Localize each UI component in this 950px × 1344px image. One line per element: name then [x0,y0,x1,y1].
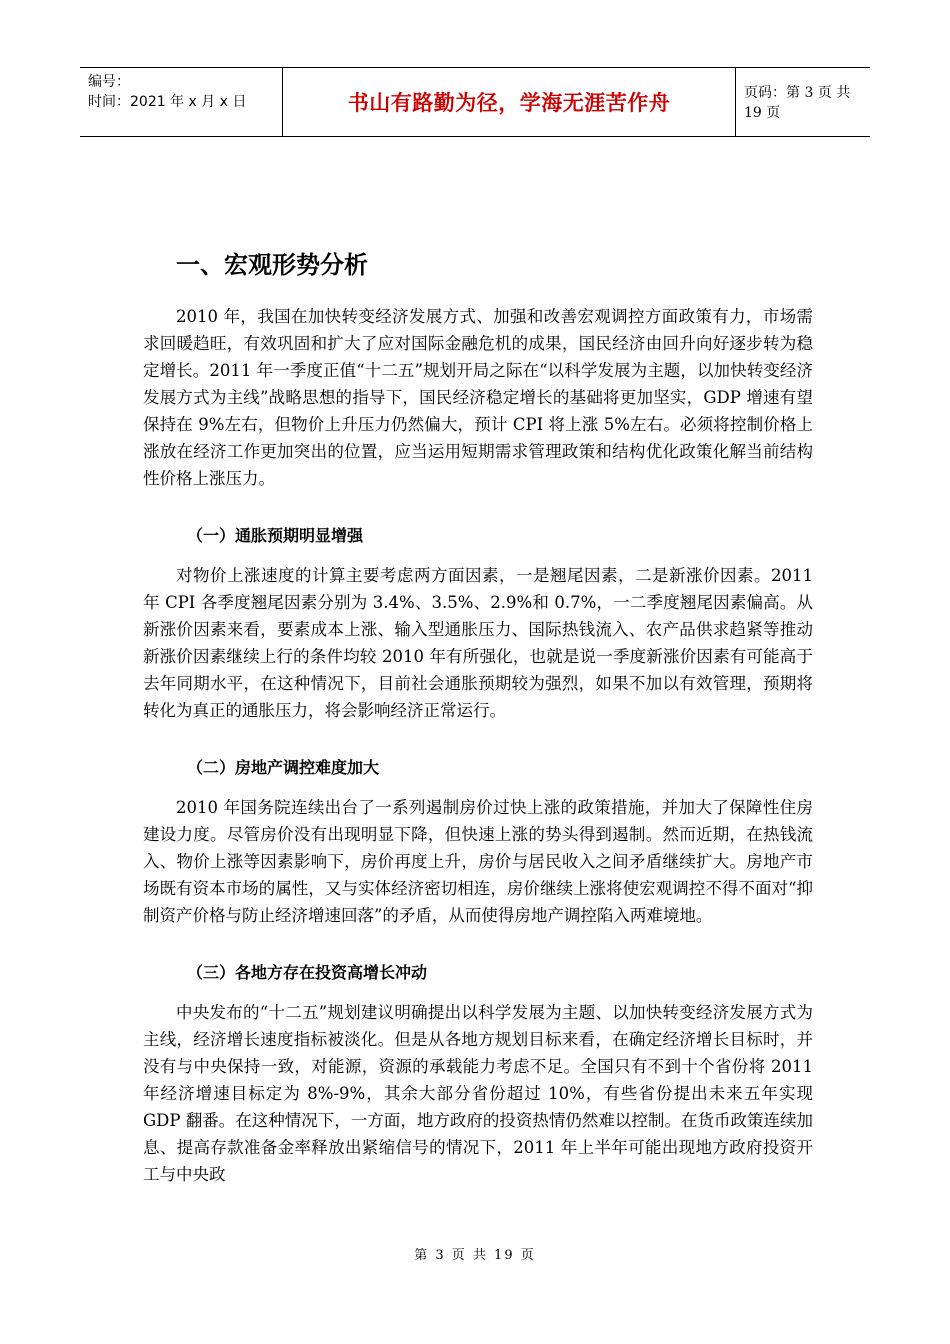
page-footer-number: 第 3 页 共 19 页 [414,1248,536,1263]
document-number-label: 编号： [88,74,130,90]
header-meta-cell [80,68,283,136]
header-page-info: 页码：第 3 页 共 19 页 [744,85,851,121]
subsection-paragraph: 对物价上涨速度的计算主要考虑两方面因素，一是翘尾因素，二是新涨价因素。2011 年 CPI 各季度翘尾因素分别为 3.4%、3.5%、2.9%和 0.7%，一二季度翘尾因素偏高。从新涨价因素来看，要素成本上涨、输入型通胀压力、国际热钱流入、农产品供求趋紧等推动新涨价因素继续上行的条件均较 2010 年有所强化，也就是说一季度新涨价因素有可能高于去年同期水平，在这种情况下，目前社会通胀预期较为强烈，如果不加以有效管理，预期将转化为真正的通胀压力，将会影响经济正常运行。 [143,566,813,720]
section-title: 一、宏观形势分析 [176,251,368,279]
subsection-paragraph: 中央发布的“十二五”规划建议明确提出以科学发展为主题、以加快转变经济发展方式为主线，经济增长速度指标被淡化。但是从各地方规划目标来看，在确定经济增长目标时，并没有与中央保持一致，对能源，资源的承载能力考虑不足。全国只有不到十个省份将 2011 年经济增速目标定为 8%-9%，其余大部分省份超过 10%，有些省份提出未来五年实现 GDP 翻番。在这种情况下，一方面，地方政府的投资热情仍然难以控制。在货币政策连续加息、提高存款准备金率释放出紧缩信号的情况下，2011 年上半年可能出现地方政府投资开工与中央政 [143,1003,813,1184]
document-date: 时间：2021 年 x 月 x 日 [88,94,247,110]
document-body [143,245,813,1188]
page-header [80,67,870,137]
subsection-title: （二）房地产调控难度加大 [187,758,380,777]
header-motto: 书山有路勤为径，学海无涯苦作舟 [283,68,736,136]
section-intro-paragraph: 2010 年，我国在加快转变经济发展方式、加强和改善宏观调控方面政策有力，市场需求回暖趋旺，有效巩固和扩大了应对国际金融危机的成果，国民经济由回升向好逐步转为稳定增长。2011 年一季度正值“十二五”规划开局之际在“以科学发展为主题，以加快转变经济发展方式为主线”战略思想的指导下，国民经济稳定增长的基础将更加坚实，GDP 增速有望保持在 9%左右，但物价上升压力仍然偏大，预计 CPI 将上涨 5%左右。必须将控制价格上涨放在经济工作更加突出的位置，应当运用短期需求管理政策和结构优化政策化解当前结构性价格上涨压力。 [143,307,813,488]
subsection-paragraph: 2010 年国务院连续出台了一系列遏制房价过快上涨的政策措施，并加大了保障性住房建设力度。尽管房价没有出现明显下降，但快速上涨的势头得到遏制。然而近期，在热钱流入、物价上涨等因素影响下，房价再度上升，房价与居民收入之间矛盾继续扩大。房地产市场既有资本市场的属性，又与实体经济密切相连，房价继续上涨将使宏观调控不得不面对“抑制资产价格与防止经济增速回落”的矛盾，从而使得房地产调控陷入两难境地。 [143,798,813,925]
subsection-title: （三）各地方存在投资高增长冲动 [187,963,428,982]
subsection-title: （一）通胀预期明显增强 [187,526,364,545]
